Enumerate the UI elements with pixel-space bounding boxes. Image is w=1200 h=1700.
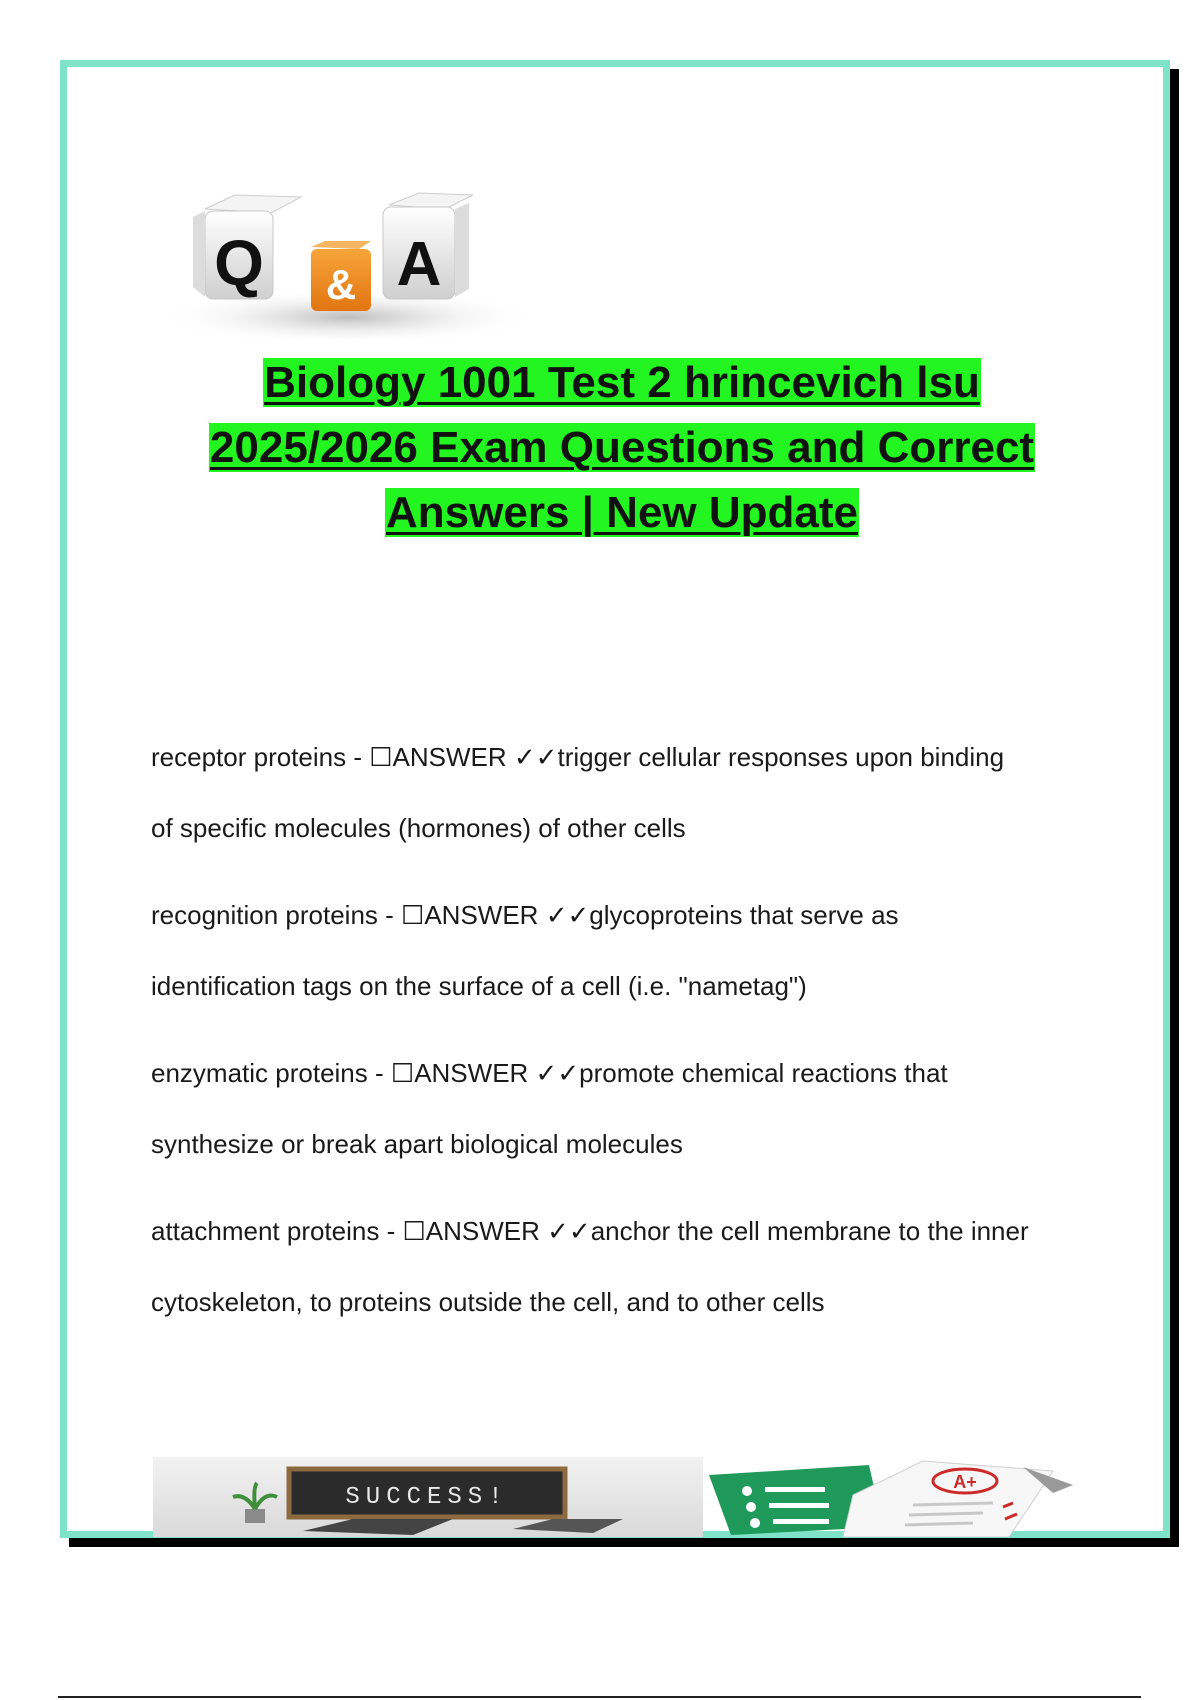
page-frame [60,60,1170,1538]
qa-term: receptor proteins [151,742,347,772]
qa-answer-line-1: anchor the cell membrane to the inner [590,1216,1029,1246]
a-cube-icon [383,193,473,299]
qa-answer-line-1: trigger cellular responses upon binding [557,742,1005,772]
qa-list [151,722,1111,1354]
answer-marker-icon: ☐ [402,1216,426,1246]
success-board-icon [289,1469,565,1517]
qa-answer-line-2: cytoskeleton, to proteins outside the cell, and to other cells [151,1287,825,1317]
document-title [147,350,1097,545]
answer-label: ANSWER [425,1216,540,1246]
check-marks-icon: ✓✓ [535,1058,580,1088]
check-marks-icon: ✓✓ [545,900,590,930]
qa-item: attachment proteins - ☐ANSWER ✓✓anchor the cell membrane to the inner cytoskeleton, to proteins outside the cell, and to other cells [151,1196,1111,1338]
qa-item: receptor proteins - ☐ANSWER ✓✓trigger cellular responses upon binding of specific molecules (hormones) of other cells [151,722,1111,864]
qa-dice-logo [153,147,543,347]
qa-item: recognition proteins - ☐ANSWER ✓✓glycoproteins that serve as identification tags on the surface of a cell (i.e. "nametag") [151,880,1111,1022]
check-marks-icon: ✓✓ [513,742,558,772]
a-letter: A [396,230,442,299]
grade-text: A+ [953,1472,977,1492]
success-text: SUCCESS! [345,1484,509,1511]
answer-marker-icon: ☐ [369,742,393,772]
ampersand-cube-icon [311,241,371,311]
qa-answer-line-1: promote chemical reactions that [579,1058,948,1088]
qa-answer-line-2: synthesize or break apart biological molecules [151,1129,683,1159]
answer-label: ANSWER [424,900,539,930]
answer-label: ANSWER [414,1058,529,1088]
title-line-2: 2025/2026 Exam Questions and Correct [209,423,1035,472]
title-line-3: Answers | New Update [386,488,858,537]
qa-item: enzymatic proteins - ☐ANSWER ✓✓promote chemical reactions that synthesize or break apart biological molecules [151,1038,1111,1180]
qa-answer-line-1: glycoproteins that serve as [589,900,899,930]
qa-answer-line-2: identification tags on the surface of a cell (i.e. "nametag") [151,971,807,1001]
answer-label: ANSWER [392,742,507,772]
answer-marker-icon: ☐ [390,1058,415,1088]
q-cube-icon [193,195,301,299]
answer-marker-icon: ☐ [401,900,425,930]
q-letter: Q [214,227,264,299]
qa-term: recognition proteins [151,900,378,930]
title-line-1: Biology 1001 Test 2 hrincevich lsu [264,358,980,407]
qa-answer-line-2: of specific molecules (hormones) of other cells [151,813,686,843]
qa-term: enzymatic proteins [151,1058,368,1088]
check-marks-icon: ✓✓ [547,1216,591,1246]
qa-term: attachment proteins [151,1216,380,1246]
footer-rule [58,1696,1141,1698]
ampersand-letter: & [325,261,357,308]
bottom-banner [153,1457,1083,1537]
graded-paper-icon [843,1461,1073,1537]
